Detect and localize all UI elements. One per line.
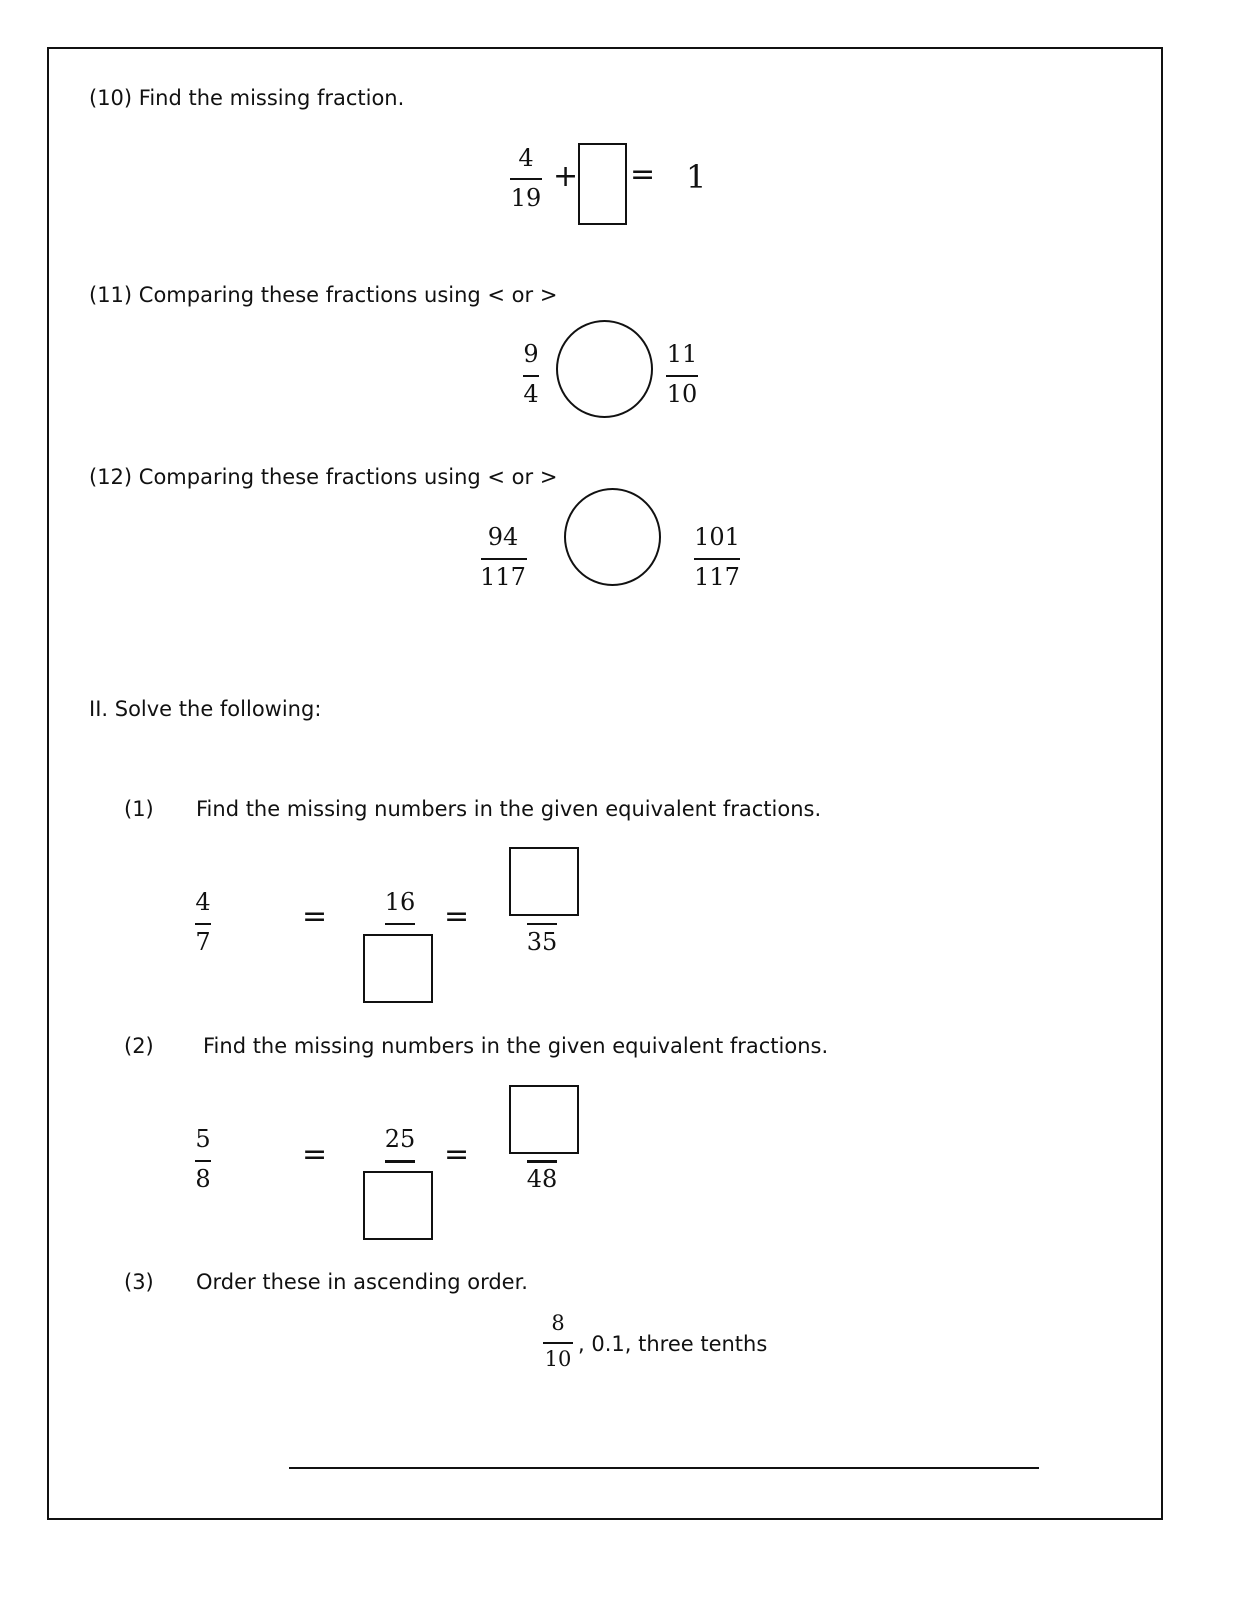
q11-right-fraction-bar [666, 375, 698, 377]
q12-left-denominator: 117 [480, 563, 526, 591]
q12-left-numerator: 94 [487, 523, 519, 551]
q11-left-numerator: 9 [523, 340, 539, 368]
p3-fraction-bar [543, 1342, 573, 1344]
q12-left-fraction-bar [481, 558, 527, 560]
q10-prompt: (10) Find the missing fraction. [89, 86, 405, 110]
q12-right-denominator: 117 [694, 563, 740, 591]
q10-fraction-bar [510, 178, 542, 180]
p3-numerator: 8 [551, 1311, 565, 1335]
p1-prompt: Find the missing numbers in the given equivalent fractions. [196, 797, 822, 821]
p1-missing-denominator-box[interactable] [363, 934, 433, 1003]
p1-first-denominator: 7 [195, 928, 211, 956]
q12-right-numerator: 101 [694, 523, 740, 551]
p1-equals-sign-2: = [444, 899, 470, 934]
p2-first-denominator: 8 [195, 1165, 211, 1193]
p2-equals-sign-1: = [302, 1137, 328, 1172]
p2-first-fraction-bar [195, 1160, 211, 1162]
p1-second-numerator: 16 [384, 888, 416, 916]
q11-comparison-circle[interactable] [556, 320, 653, 418]
p1-missing-numerator-box[interactable] [509, 847, 579, 916]
p3-denominator: 10 [544, 1347, 572, 1371]
q11-left-denominator: 4 [523, 380, 539, 408]
p2-label: (2) [124, 1034, 154, 1058]
p3-prompt: Order these in ascending order. [196, 1270, 528, 1294]
p1-third-denominator: 35 [526, 928, 558, 956]
q10-denominator: 19 [510, 184, 542, 212]
p1-label: (1) [124, 797, 154, 821]
p1-third-fraction-bar [527, 923, 557, 925]
q11-left-fraction-bar [523, 375, 539, 377]
p2-first-numerator: 5 [195, 1125, 211, 1153]
q11-right-numerator: 11 [666, 340, 698, 368]
p2-second-numerator: 25 [384, 1125, 416, 1153]
p3-answer-line[interactable] [289, 1467, 1039, 1469]
page-border [47, 47, 1163, 1520]
p1-first-numerator: 4 [195, 888, 211, 916]
q10-numerator: 4 [518, 144, 534, 172]
q10-result: 1 [686, 158, 707, 196]
q10-plus-sign: + [553, 159, 579, 194]
p2-second-fraction-bar [385, 1160, 415, 1163]
p1-equals-sign-1: = [302, 899, 328, 934]
q10-equals-sign: = [630, 157, 656, 192]
p1-second-fraction-bar [385, 923, 415, 925]
p2-third-fraction-bar [527, 1160, 557, 1163]
p2-missing-numerator-box[interactable] [509, 1085, 579, 1154]
p2-equals-sign-2: = [444, 1137, 470, 1172]
q12-prompt: (12) Comparing these fractions using < or > [89, 465, 558, 489]
q11-prompt: (11) Comparing these fractions using < or > [89, 283, 558, 307]
p3-label: (3) [124, 1270, 154, 1294]
section-two-heading: II. Solve the following: [89, 697, 322, 721]
p1-first-fraction-bar [195, 923, 211, 925]
p3-remaining-items: , 0.1, three tenths [578, 1332, 768, 1356]
q11-right-denominator: 10 [666, 380, 698, 408]
q12-comparison-circle[interactable] [564, 488, 661, 586]
p2-third-denominator: 48 [526, 1165, 558, 1193]
q12-right-fraction-bar [694, 558, 740, 560]
q10-answer-box[interactable] [578, 143, 627, 225]
p2-missing-denominator-box[interactable] [363, 1171, 433, 1240]
p2-prompt: Find the missing numbers in the given equivalent fractions. [203, 1034, 829, 1058]
